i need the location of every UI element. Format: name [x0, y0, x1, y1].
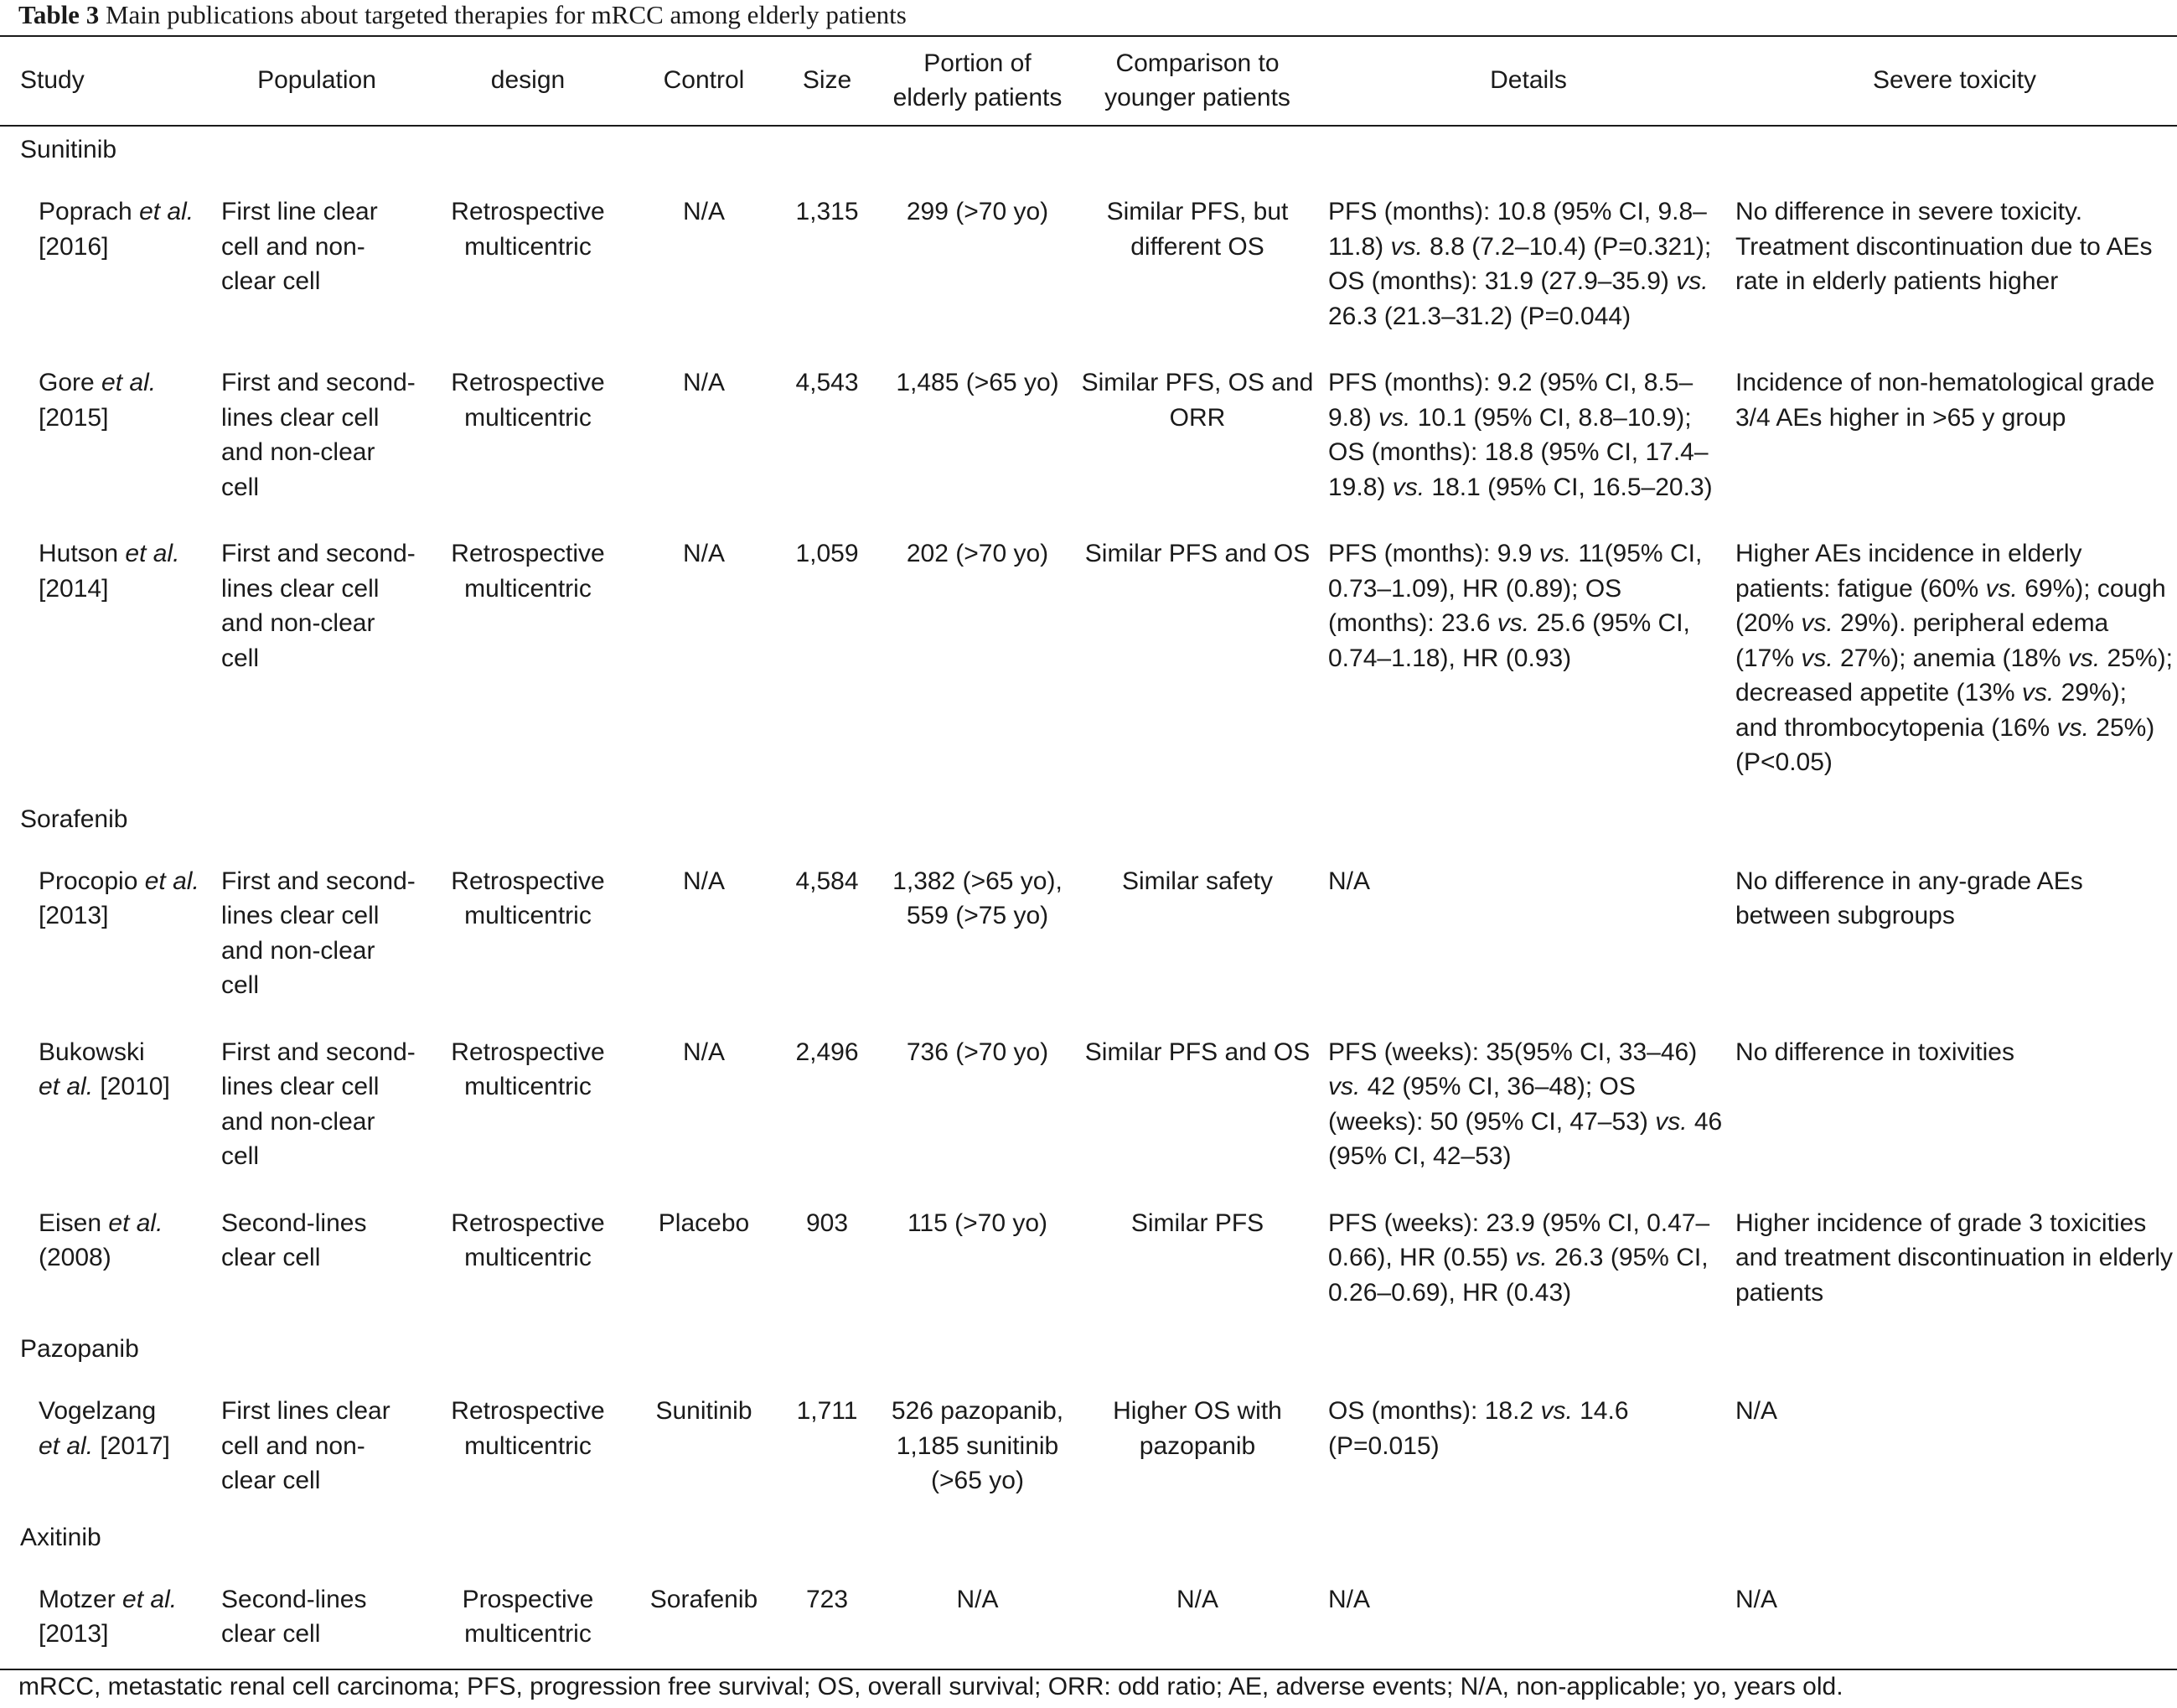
table-row-poprach	[0, 176, 2177, 347]
comparison-cell: N/A	[1176, 1585, 1218, 1613]
toxicity-cell: N/A	[1735, 1397, 1778, 1425]
size-cell: 2,496	[795, 1038, 859, 1066]
size-cell: 723	[805, 1585, 849, 1613]
control-cell: Sorafenib	[649, 1585, 758, 1613]
toxicity-cell: N/A	[1735, 1585, 1778, 1613]
group-label: Sunitinib	[20, 136, 117, 163]
size-cell: 903	[805, 1209, 849, 1237]
study-cell: Vogelzang et al. [2017]	[39, 1397, 170, 1460]
group-label: Axitinib	[20, 1523, 101, 1551]
comparison-cell: Similar PFS, OS and ORR	[1081, 369, 1314, 432]
study-cell: Bukowski et al. [2010]	[39, 1038, 170, 1100]
comparison-cell: Similar PFS, but different OS	[1106, 198, 1289, 261]
size-cell: 1,059	[795, 540, 859, 567]
design-cell: Retrospective multicentric	[451, 867, 605, 929]
table-label: Table 3	[18, 0, 100, 29]
design-cell: Prospective multicentric	[462, 1585, 594, 1648]
details-cell: PFS (weeks): 35(95% CI, 33–46) vs. 42 (95% CI, 36–48); OS (weeks): 50 (95% CI, 47–53) vs. 46 (95% CI, 42–53)	[1328, 1038, 1723, 1170]
size-cell: 1,711	[796, 1397, 858, 1425]
study-cell: Motzer et al. [2013]	[39, 1585, 178, 1648]
table-row-bukowski	[0, 1017, 2177, 1188]
group-row-axitinib	[0, 1512, 2177, 1564]
population-cell: First line clear cell and non-clear cell	[221, 198, 378, 295]
population-cell: Second-lines clear cell	[221, 1209, 367, 1271]
portion-cell: 736 (>70 yo)	[906, 1038, 1049, 1066]
control-cell: N/A	[682, 540, 725, 567]
col-design: design	[490, 66, 566, 95]
toxicity-cell: Incidence of non-hematological grade 3/4 AEs higher in >65 y group	[1735, 369, 2155, 432]
study-cell: Hutson et al. [2014]	[39, 540, 180, 603]
size-cell: 1,315	[795, 198, 859, 225]
control-cell: Placebo	[658, 1209, 750, 1237]
control-cell: N/A	[682, 369, 725, 396]
table-caption	[18, 0, 907, 30]
group-row-sunitinib	[0, 124, 2177, 176]
study-cell: Eisen et al. (2008)	[39, 1209, 163, 1271]
details-cell: N/A	[1328, 1585, 1371, 1613]
group-row-sorafenib	[0, 794, 2177, 846]
portion-cell: 1,382 (>65 yo), 559 (>75 yo)	[892, 867, 1063, 929]
publications-table	[0, 37, 2177, 1665]
design-cell: Retrospective multicentric	[451, 1397, 605, 1460]
comparison-cell: Similar PFS and OS	[1084, 1038, 1311, 1066]
details-cell: PFS (months): 9.2 (95% CI, 8.5–9.8) vs. 10.1 (95% CI, 8.8–10.9); OS (months): 18.8 (95% CI, 17.4–19.8) vs. 18.1 (95% CI, 16.5–20.3)	[1328, 369, 1713, 501]
details-cell: PFS (months): 9.9 vs. 11(95% CI, 0.73–1.09), HR (0.89); OS (months): 23.6 vs. 25.6 (95% CI, 0.74–1.18), HR (0.93)	[1328, 540, 1703, 672]
details-cell: OS (months): 18.2 vs. 14.6 (P=0.015)	[1328, 1397, 1629, 1460]
table-row-motzer	[0, 1564, 2177, 1665]
group-label: Pazopanib	[20, 1335, 139, 1363]
design-cell: Retrospective multicentric	[451, 540, 605, 603]
toxicity-cell: No difference in any-grade AEs between subgroups	[1735, 867, 2083, 929]
portion-cell: 1,485 (>65 yo)	[896, 369, 1059, 396]
size-cell: 4,543	[795, 369, 859, 396]
col-control: Control	[663, 66, 745, 95]
table-row-gore	[0, 347, 2177, 518]
col-population: Population	[257, 66, 376, 95]
design-cell: Retrospective multicentric	[451, 369, 605, 432]
col-portion: Portion of elderly patients	[892, 49, 1063, 111]
population-cell: Second-lines clear cell	[221, 1585, 367, 1648]
col-comparison: Comparison to younger patients	[1104, 49, 1290, 111]
table-title: Main publications about targeted therapies for mRCC among elderly patients	[105, 0, 907, 29]
col-toxicity: Severe toxicity	[1872, 66, 2037, 95]
design-cell: Retrospective multicentric	[451, 1209, 605, 1271]
comparison-cell: Similar safety	[1121, 867, 1274, 895]
details-cell: PFS (weeks): 23.9 (95% CI, 0.47–0.66), HR (0.55) vs. 26.3 (95% CI, 0.26–0.69), HR (0.43)	[1328, 1209, 1710, 1307]
table-row-vogelzang	[0, 1375, 2177, 1512]
control-cell: N/A	[682, 198, 725, 225]
population-cell: First and second-lines clear cell and non-clear cell	[221, 369, 416, 501]
population-cell: First and second-lines clear cell and non-clear cell	[221, 867, 416, 999]
toxicity-cell: Higher AEs incidence in elderly patients: fatigue (60% vs. 69%); cough (20% vs. 29%). peripheral edema (17% vs. 27%); anemia (18% vs. 25%); decreased appetite (13% vs. 29%); and thrombocytopenia (16% vs. 25%) (P<0.05)	[1735, 540, 2173, 776]
portion-cell: 299 (>70 yo)	[906, 198, 1049, 225]
comparison-cell: Similar PFS and OS	[1084, 540, 1311, 567]
portion-cell: N/A	[956, 1585, 999, 1613]
control-cell: N/A	[682, 1038, 725, 1066]
table-row-procopio	[0, 846, 2177, 1017]
portion-cell: 202 (>70 yo)	[906, 540, 1049, 567]
design-cell: Retrospective multicentric	[451, 1038, 605, 1100]
group-row-pazopanib	[0, 1323, 2177, 1375]
size-cell: 4,584	[795, 867, 859, 895]
portion-cell: 526 pazopanib, 1,185 sunitinib (>65 yo)	[891, 1397, 1064, 1494]
col-size: Size	[802, 66, 852, 95]
study-cell: Procopio et al. [2013]	[39, 867, 199, 929]
toxicity-cell: No difference in toxivities	[1735, 1038, 2014, 1066]
details-cell: PFS (months): 10.8 (95% CI, 9.8–11.8) vs. 8.8 (7.2–10.4) (P=0.321); OS (months): 31.9 (27.9–35.9) vs. 26.3 (21.3–31.2) (P=0.044)	[1328, 198, 1712, 330]
portion-cell: 115 (>70 yo)	[907, 1209, 1048, 1237]
design-cell: Retrospective multicentric	[451, 198, 605, 261]
table-row-eisen	[0, 1188, 2177, 1324]
control-cell: Sunitinib	[655, 1397, 752, 1425]
control-cell: N/A	[682, 867, 725, 895]
population-cell: First and second-lines clear cell and non-clear cell	[221, 540, 416, 672]
comparison-cell: Similar PFS	[1130, 1209, 1264, 1237]
toxicity-cell: Higher incidence of grade 3 toxicities and treatment discontinuation in elderly patients	[1735, 1209, 2173, 1307]
study-cell: Gore et al. [2015]	[39, 369, 157, 432]
population-cell: First and second-lines clear cell and non-clear cell	[221, 1038, 416, 1170]
study-cell: Poprach et al. [2016]	[39, 198, 194, 261]
toxicity-cell: No difference in severe toxicity. Treatment discontinuation due to AEs rate in elderly patients higher	[1735, 198, 2153, 295]
group-label: Sorafenib	[20, 805, 128, 833]
table-row-hutson	[0, 518, 2177, 794]
col-study: Study	[20, 66, 85, 95]
header-row	[0, 37, 2177, 124]
comparison-cell: Higher OS with pazopanib	[1113, 1397, 1282, 1460]
col-details: Details	[1490, 66, 1567, 95]
details-cell: N/A	[1328, 867, 1371, 895]
table-footnote: mRCC, metastatic renal cell carcinoma; PFS, progression free survival; OS, overall survival; ORR: odd ratio; AE, adverse events; N/A, non-applicable; yo, years old.	[18, 1673, 1843, 1700]
population-cell: First lines clear cell and non-clear cell	[221, 1397, 390, 1494]
